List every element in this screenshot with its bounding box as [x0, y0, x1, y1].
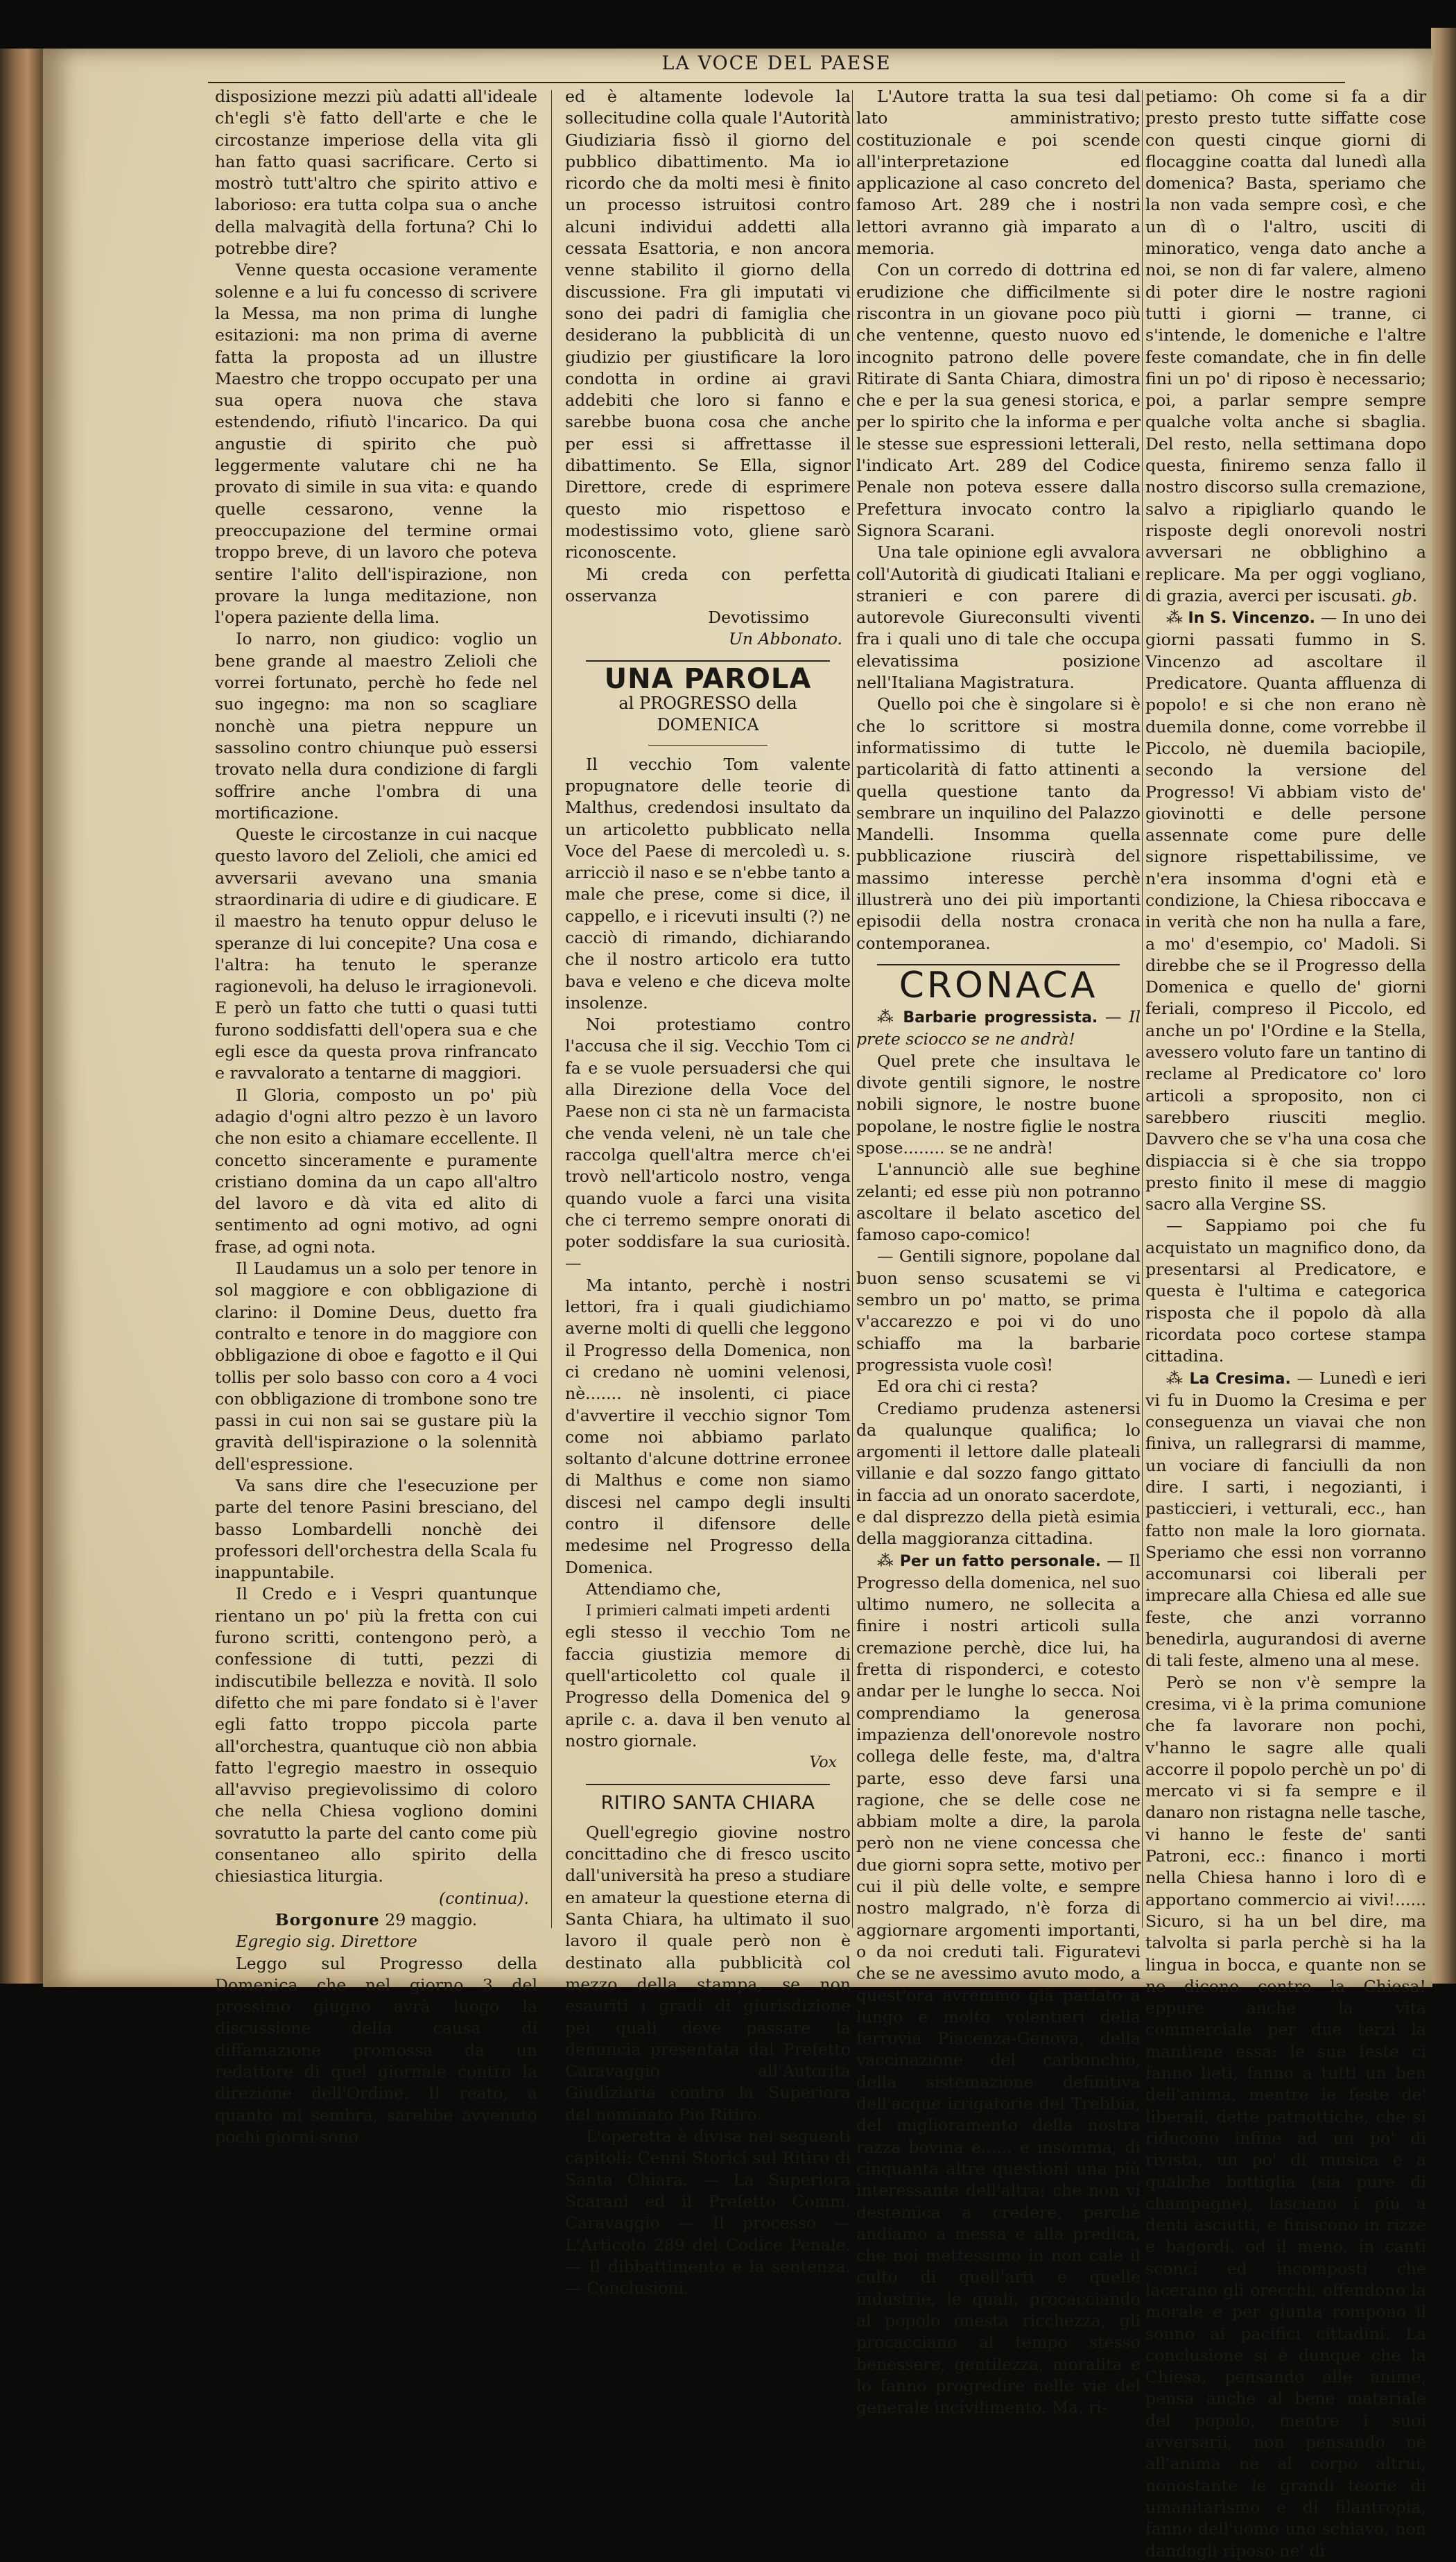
letter-continuation: ed è altamente lodevole la sollecitudine colla quale l'Autorità Giudiziaria fissò il giorno del pubblico dibattimento. Ma io ricordo che da molti mesi è finito un processo istruitosi contro alcuni individui addetti alla cessata Esattoria, e non ancora venne stabilito il giorno della discussione. Fra gli imputati vi sono dei padri di famiglia che desiderano la pubblicità di un giudizio per giustificare la loro condotta in ordine ai gravi addebiti che loro si fanno e sarebbe buona cosa che anche per essi si affrettasse il dibattimento. Se Ella, signor Direttore, crede di esprimere questo mio rispettoso e modestissimo voto, gliene sarò riconoscente.: [565, 87, 851, 562]
continua-note: (continua).: [438, 1888, 529, 1908]
cronaca-title: CRONACA: [899, 964, 1098, 1006]
column-divider-2: [852, 90, 853, 1928]
section-separator: [586, 660, 830, 662]
article-paragraph: Crediamo prudenza astenersi da qualunque qualifica; lo argomenti il lettore dalle plateali villanie e dal sozzo fango gittato in faccia ad un onorato sacerdote, e dal disprezzo della pietà esimia della maggioranza cittadina.: [856, 1398, 1141, 1549]
letter-sign-2: Un Abbonato.: [728, 629, 842, 649]
news-body: Il Progresso della domenica, nel suo ultimo numero, ne sollecita a finire i nostri articoli sulla cremazione perchè, dice lui, ha fretta di risponderci, e cotesto andar per le lunghe lo secca. Noi comprendiamo la generosa impazienza dell'onorevole nostro collega delle feste, ma, d'altra parte, esso deve farsi una ragione, che se delle cose ne abbiam molte a dire, la parola però non ne viene concessa che due giorni sopra sette, motivo per cui il più delle volte, e sempre nostro malgrado, n'è forza di aggiornare argomenti importanti, o da noi creduti tali. Figuratevi che se ne avessimo avuto modo, a quest'ora avremmo già parlato a lungo e molto volentieri della ferrovia Piacenza-Genova, della vaccinazione del carbonchio, della sistemazione definitiva dell'acque irrigatorie del Trebbia, del miglioramento della nostra razza bovina e...... e insomma, di cinquanta altre questioni una più interessante dell'altra; che non vi destemica a credere, perchè andiamo a messa e alla predica, che noi mettessimo in non cale il culto di quell'arti e quelle industrie, le quali, procacciando al popolo onesta ricchezza, gli procacciano al tempo stesso benessere, gentilezza, moralità e lo fanno progredire nelle vie del generale incivilimento. Ma, ri-: [856, 1550, 1141, 2418]
asterism-icon: ⁂: [877, 1550, 894, 1570]
article-paragraph: Però se non v'è sempre la cresima, vi è la prima comunione che fa lavorare non pochi, v'hanno le sagre alle quali accorre il popolo perchè un po' di mercato vi si fa sempre e il danaro non ristagna nelle tasche, vi hanno le feste de' santi Patroni, ecc.: financo i morti nella Chiesa hanno i loro dì e apportano commercio ai vivi!...... Sicuro, si ha un bel dire, ma talvolta si parla perchè si ha la lingua in bocca, e quante non se ne dicono contro la Chiesa! eppure anche la vita commerciale per due terzi la mantiene essa: le sue feste ci fanno lieti, fanno a tutti un ben dell'anima, mentre le feste de' liberali, dette patriottiche, che si riducono infine ad un po' di rivista, un po' di musica e a qualche bottiglia (sia pure di champagne), lasciano i più a denti asciutti, e finiscono in rizze e bagordi, od il meno, in canti sconci ed incomposti che lacerano gli orecchi, offendono la morale e per giunta rompono il sonno ai pacifici cittadini. La conclusione si è dunque che la Chiesa, pensando alle anime, pensa anche al bene materiale del popolo, mentre i suoi avversarii, non pensando nè all'anima nè al corpo altrui, nonostante le grandi teorie di umanitarismo e di filantropia, fanno dell'uomo uno schiavo, non dandogli riposo ne' dì: [1145, 1672, 1426, 2561]
article-paragraph: Va sans dire che l'esecuzione per parte del tenore Pasini bresciano, del basso Lombardelli nonchè dei professori dell'orchestra della Scala fu inappuntabile.: [215, 1476, 537, 1583]
article-paragraph: Quell'egregio giovine nostro concittadino che di fresco uscito dall'università ha preso a studiare en amateur la questione eterna di Santa Chiara, ha ultimato il suo lavoro il quale però non è destinato alla pubblicità col mezzo della stampa, se non esauriti i gradi di giurisdizione pei quali deve passare la denuncia presentata dal Prefetto Caravaggio all'Autorità Giudiziaria contro la Superiora del nominato Pio Ritiro.: [565, 1822, 851, 2124]
letter-dateline: [215, 1909, 537, 1931]
column-4: [1145, 86, 1427, 2561]
news-headline: Per un fatto personale.: [899, 1552, 1101, 1570]
letter-date: 29 maggio.: [385, 1909, 478, 1929]
news-signature: gb.: [1391, 585, 1418, 605]
article-paragraph: [1145, 86, 1426, 607]
header-rule: [208, 82, 1345, 83]
news-lead: Il prete sciocco se ne andrà!: [856, 1007, 1141, 1049]
news-body: Lunedì e ieri vi fu in Duomo la Cresima e per conseguenza un viavai che non finiva, un rallegrarsi di mamme, un vociare di fanciulli da non dire. I sarti, i negozianti, i pasticcieri, i vetturali, ecc., han fatto non male la loro giornata. Speriamo che essi non vorranno accomunarsi coi liberali per imprecare alla Chiesa ed alle sue feste, che anzi vorranno benedirla, augurandosi di averne di tali feste, almeno una al mese.: [1145, 1368, 1427, 1671]
article-paragraph: L'Autore tratta la sua tesi dal lato amministrativo; costituzionale e poi scende all'interpretazione ed applicazione al caso concreto del famoso Art. 289 che i nostri lettori avranno già imparato a memoria.: [856, 87, 1141, 259]
asterism-icon: ⁂: [877, 1007, 896, 1027]
article-paragraph: Attendiamo che,: [586, 1579, 722, 1599]
article-paragraph: Queste le circostanze in cui nacque questo lavoro del Zelioli, che amici ed avversarii avevano una smania straordinaria di udire e di giudicare. E il maestro ha tenuto oppur deluso le speranze di lui concepite? Una cosa e l'altra: ha tenuto le speranze ragionevoli, ha deluso le irragionevoli. E però un fatto che tutti o quasi tutti furono soddisfatti dell'opera sua e che egli esce da questa prova rinfrancato e ravvalorato a tentarne di maggiori.: [215, 825, 537, 1083]
news-item: ⁂ Barbarie progressista. — Il prete sciocco se ne andrà!: [856, 1007, 1141, 1049]
news-item: ⁂ Per un fatto personale. — Il Progresso della domenica, nel suo ultimo numero, ne sollecita a finire i nostri articoli sulla cremazione perchè, dice lui, ha fretta di risponderci, e cotesto andar per le lunghe lo secca. Noi comprendiamo la generosa impazienza dell'onorevole nostro collega delle feste, ma, d'altra parte, esso deve farsi una ragione, che se delle cose ne abbiam molte a dire, la parola però non ne viene concessa che due giorni sopra sette, motivo per cui il più delle volte, e sempre nostro malgrado, n'è forza di aggiornare argomenti importanti, o da noi creduti tali. Figuratevi che se ne avessimo avuto modo, a quest'ora avremmo già parlato a lungo e molto volentieri della ferrovia Piacenza-Genova, della vaccinazione del carbonchio, della sistemazione definitiva dell'acque irrigatorie del Trebbia, del miglioramento della nostra razza bovina e...... e insomma, di cinquanta altre questioni una più interessante dell'altra; che non vi destemica a credere, perchè andiamo a messa e alla predica, che noi mettessimo in non cale il culto di quell'arti e quelle industrie, le quali, procacciando al popolo onesta ricchezza, gli procacciano al tempo stesso benessere, gentilezza, moralità e lo fanno progredire nelle vie del generale incivilimento. Ma, ri-: [856, 1550, 1141, 2418]
article-paragraph: Ed ora chi ci resta?: [877, 1377, 1039, 1397]
page-header: [208, 53, 1345, 80]
article-paragraph: Con un corredo di dottrina ed erudizione che difficilmente si riscontra in un giovane poco più che ventenne, questo nuovo ed incognito patrono delle povere Ritirate di Santa Chiara, dimostra che e per la sua genesi storica, e per lo spirito che la informa e per le stesse sue espressioni letterali, l'indicato Art. 289 del Codice Penale non poteva essere dalla Prefettura invocato contro la Signora Scarani.: [856, 260, 1141, 540]
column-2: [565, 86, 851, 2298]
news-headline: Barbarie progressista.: [903, 1009, 1098, 1027]
ritiro-title: RITIRO SANTA CHIARA: [600, 1791, 815, 1814]
article-paragraph: egli stesso il vecchio Tom ne faccia giustizia memore di quell'articoletto col quale il Progresso della Domenica del 9 aprile c. a. dava il ben venuto al nostro giornale.: [565, 1622, 851, 1751]
letter-place: Borgonure: [275, 1909, 380, 1929]
letter-body: Leggo sul Progresso della Domenica che nel giorno 3 del prossimo giugno avrà luogo la discussione della causa di diffamazione promossa da un redattore di quel giornale contro la direzione dell'Ordine. Il reato, a quanto mi sembra, sarebbe avvenuto pochi giorni sono: [215, 1953, 537, 2147]
masthead: LA VOCE DEL PAESE: [661, 53, 892, 74]
article-paragraph: Quello poi che è singolare si è che lo scrittore si mostra informatissimo di tutte le particolarità di fatto attinenti a quella questione tanto da sembrare un inquilino del Palazzo Mandelli. Insomma quella pubblicazione riuscirà del massimo interesse perchè illustrerà uno dei più importanti episodii della nostra cronaca contemporanea.: [856, 694, 1141, 953]
news-item: ⁂ La Cresima. — Lunedì e ieri vi fu in Duomo la Cresima e per conseguenza un viavai che non finiva, un rallegrarsi di mamme, un vociare di fanciulli da non dire. I sarti, i negozianti, i pasticcieri, i vetturali, ecc., han fatto non male la loro giornata. Speriamo che essi non vorranno accomunarsi coi liberali per imprecare alla Chiesa ed alle sue feste, che anzi vorranno benedirla, augurandosi di averne di tali feste, almeno una al mese.: [1145, 1368, 1427, 1671]
article-paragraph: Ma intanto, perchè i nostri lettori, fra i quali giudichiamo averne molti di quelli che leggono il Progresso della Domenica, non ci credano nè uomini velenosi, nè....... nè insolenti, ci piace d'avvertire il vecchio signor Tom come noi abbiamo parlato soltanto d'alcune dottrine erronee di Malthus e come non siamo discesi nel campo degli insulti contro il difensore delle medesime nel Progresso della Domenica.: [565, 1275, 851, 1577]
section-separator: [586, 1784, 830, 1785]
title-rule: [648, 745, 768, 746]
article-paragraph: — Sappiamo poi che fu acquistato un magnifico dono, da presentarsi al Predicatore, e questa è l'ultima e categorica risposta che il popolo dà alla ricordata poco cortese stampa cittadina.: [1145, 1216, 1426, 1366]
asterism-icon: ⁂: [1166, 1368, 1184, 1388]
page-edge: [1431, 28, 1456, 1984]
article-paragraph: Noi protestiamo contro l'accusa che il sig. Vecchio Tom ci fa e se vuole persuadersi che qui alla Direzione della Voce del Paese non ci sta nè un farmacista che venda veleni, nè un tale che raccolga quell'altra merce ch'ei trovò nell'articolo nostro, venga quando vuole a farci una visita che ci terremo sempre onorati di poter soddisfare la sua curiosità. —: [565, 1015, 851, 1273]
news-body: In uno dei giorni passati fummo in S. Vincenzo ad ascoltare il Predicatore. Quanta affluenza di popolo! e si che non erano nè duemila donne, come vorrebbe il Piccolo, nè duemila baciopile, secondo la versione del Progresso! Vi abbiam visto de' giovinotti e delle persone assennate come pure delle signore rispettabilissime, ve n'era insomma d'ogni età e condizione, la Chiesa riboccava e in verità che non ha nulla a fare, a mo' d'esempio, co' Madoli. Si direbbe che se il Progresso della Domenica e quello de' giorni feriali, compreso il Piccolo, ed anche un po' l'Ordine e la Stella, avessero voluto fare un tantino di reclame al Predicatore co' loro articoli a sproposito, non ci sarebbero riusciti meglio. Davvero che se v'ha una cosa che dispiaccia si è che sia troppo presto finito il mese di maggio sacro alla Vergine SS.: [1145, 608, 1427, 1214]
article-paragraph: — Gentili signore, popolane dal buon senso scusatemi se vi sembro un po' matto, se prima v'accarezzo e poi vi do uno schiaffo ma la barbarie progressista vuole così!: [856, 1246, 1141, 1375]
column-3: [856, 86, 1141, 2418]
asterism-icon: ⁂: [1166, 608, 1183, 628]
column-1: [215, 86, 537, 2147]
news-item: ⁂ In S. Vincenzo. — In uno dei giorni passati fummo in S. Vincenzo ad ascoltare il Predicatore. Quanta affluenza di popolo! e si che non erano nè duemila donne, come vorrebbe il Piccolo, nè duemila baciopile, secondo la versione del Progresso! Vi abbiam visto de' giovinotti e delle persone assennate come pure delle signore rispettabilissime, ve n'era insomma d'ogni età e condizione, la Chiesa riboccava e in verità che non ha nulla a fare, a mo' d'esempio, co' Madoli. Si direbbe che se il Progresso della Domenica e quello de' giorni feriali, compreso il Piccolo, ed anche un po' l'Ordine e la Stella, avessero voluto fare un tantino di reclame al Predicatore co' loro articoli a sproposito, non ci sarebbero riusciti meglio. Davvero che se v'ha una cosa che dispiaccia si è che sia troppo presto finito il mese di maggio sacro alla Vergine SS.: [1145, 608, 1427, 1214]
article-paragraph: Il vecchio Tom valente propugnatore delle teorie di Malthus, credendosi insultato da un articoletto pubblicato nella Voce del Paese di mercoledì u. s. arricciò il naso e se n'ebbe tanto a male che prese, come si dice, il cappello, e i ricevuti insulti (?) ne cacciò di rimando, dichiarando che il nostro articolo era tutto bava e veleno e che diceva molte insolenze.: [565, 754, 851, 1013]
article-paragraph: Il Gloria, composto un po' più adagio d'ogni altro pezzo è un lavoro che non esito a chiamare eccellente. Il concetto sinceramente e puramente cristiano domina da un capo all'altro del lavoro e dà vita ed alito di sentimento ad ogni motivo, ad ogni frase, ad ogni nota.: [215, 1085, 537, 1257]
column-divider-1: [551, 90, 552, 1928]
news-headline: La Cresima.: [1189, 1370, 1291, 1388]
article-paragraph: L'annunciò alle sue beghine zelanti; ed esse più non potranno ascoltare il belato ascetico del famoso capo-comico!: [856, 1160, 1141, 1245]
news-continuation: petiamo: Oh come si fa a dir presto presto tutte siffatte cose con questi cinque giorni di flocaggine coatta dal lunedì alla domenica? Basta, speriamo che la non vada sempre così, e che un dì o l'altro, usciti di minoratico, venga dato anche a noi, se non di far valere, almeno di poter dire le nostre ragioni tutti i giorni — tranne, ci s'intende, le domeniche e l'altre feste comandate, che in fin delle fini un po' di riposo è necessario; poi, a parlar sempre sempre qualche volta anche si sbaglia. Del resto, nella settimana dopo questa, finiremo senza fallo il nostro discorso sulla cremazione, salvo a ripigliarlo quando le risposte degli onorevoli nostri avversari ne obblighino a replicare. Ma per oggi vogliano, di grazia, averci per iscusati.: [1145, 87, 1426, 605]
article-paragraph: Quel prete che insultava le divote gentili signore, le nostre nobili signore, le nostre buone popolane, le nostre figlie le nostra spose........ se ne andrà!: [856, 1051, 1141, 1158]
article-title: UNA PAROLA: [604, 662, 812, 695]
article-paragraph: Una tale opinione egli avvalora coll'Autorità di giudicati Italiani e stranieri e con parere di autorevole Giureconsulti viventi fra i quali uno di tale che occupa elevatissima posizione nell'Italiana Magistratura.: [856, 542, 1141, 693]
article-paragraph: Venne questa occasione veramente solenne e a lui fu concesso di scrivere la Messa, ma non prima di lunghe esitazioni: ma non prima di averne fatta la proposta ad un illustre Maestro che troppo occupato per una sua opera nuova che stava estendendo, rifiutò l'incarico. Da qui angustie di spirito che può leggermente valutare chi ne ha provato di simile in sua vita: e quando quelle cessarono, venne la preoccupazione del termine ormai troppo breve, di un lavoro che poteva sentire l'alito dell'ispirazione, non provare la lunga meditazione, non l'opera paziente della lima.: [215, 260, 537, 628]
article-paragraph: Il Credo e i Vespri quantunque rientano un po' più la fretta con cui furono scritti, contengono però, a confessione di tutti, pezzi di indiscutibile bellezza e novità. Il solo difetto che mi pare fondato si è l'aver egli fatto troppo piccola parte all'orchestra, quantuque ciò non abbia fatto l'egregio maestro in ossequio all'avviso pregievolissimo di coloro che nella Chiesa vogliono domini sovratutto la parte del canto come più consentaneo allo spirito della chiesiastica liturgia.: [215, 1584, 537, 1886]
article-paragraph: Il Laudamus un a solo per tenore in sol maggiore e con obbligazione di clarino: il Domine Deus, duetto fra contralto e tenore in do maggiore con obbligazione di oboe e fagotto e il Qui tollis per solo basso con coro a 4 voci con obbligazione di trombone sono tre passi in cui non sai se gustare più la gravità dell'ispirazione o la solennità dell'espressione.: [215, 1259, 537, 1474]
news-headline: In S. Vincenzo.: [1188, 610, 1315, 628]
letter-salutation: Egregio sig. Direttore: [236, 1932, 417, 1952]
verse-line: I primieri calmati impeti ardenti: [585, 1602, 831, 1620]
article-subtitle: al PROGRESSO della DOMENICA: [618, 694, 797, 735]
letter-sign-1: Devotissimo: [708, 608, 809, 628]
article-paragraph: disposizione mezzi più adatti all'ideale ch'egli s'è fatto dell'arte e che le circostanze imperiose della vita gli han fatto quasi sacrificare. Certo si mostrò tutt'altro che spirito attivo e laborioso: era tutta colpa sua o anche della malvagità della fortuna? Chi lo potrebbe dire?: [215, 87, 537, 259]
column-divider-3: [1142, 90, 1143, 1928]
article-paragraph: L'operetta è divisa nei seguenti capitoli: Cenni Storici sul Ritiro di Santa Chiara. — La Superiora Scarani ed il Prefetto Comm. Caravaggio — Il processo — L'Articolo 289 del Codice Penale. — Il dibbattimento e la sentenza. — Conclusioni.: [565, 2126, 851, 2298]
article-signature: Vox: [809, 1754, 837, 1772]
article-paragraph: Io narro, non giudico: voglio un bene grande al maestro Zelioli che vorrei fortunato, perchè ho fede nel suo ingegno: ma non so scagliare nonchè una pietra neppure un sassolino contro chiunque può essersi trovato nella dura condizione di fargli soffrire anche l'ombra di una mortificazione.: [215, 629, 537, 823]
letter-closing: Mi creda con perfetta osservanza: [565, 564, 851, 605]
